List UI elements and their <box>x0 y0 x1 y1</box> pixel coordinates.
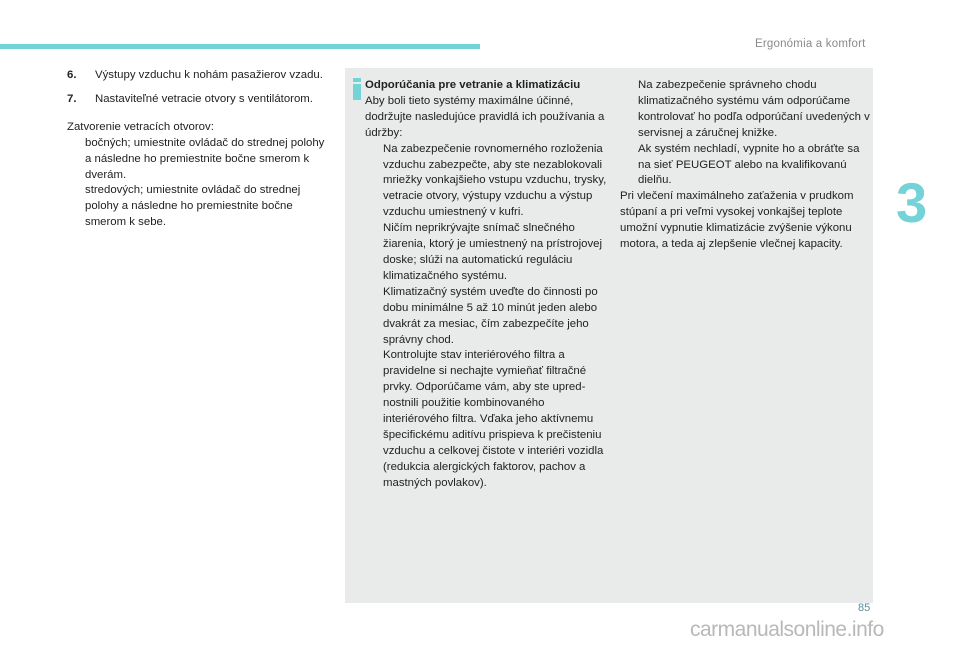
info-icon <box>353 78 361 100</box>
item-text: Výstupy vzduchu k nohám pasažierov vzadu. <box>95 69 323 81</box>
recommendations-left-column <box>365 78 610 492</box>
checkbox-bullet-icon <box>67 183 85 231</box>
page-number: 85 <box>858 602 871 614</box>
list-item: Ak systém nechladí, vypnite ho a obráťte sa na sieť PEUGEOT alebo na kvalifikovanú dielňu. <box>620 142 870 190</box>
list-item: Klimatizačný systém uveďte do činnosti po dobu minimálne 5 až 10 minút jeden alebo dvakrát za mesiac, čím zabezpečíte jeho správny chod. <box>365 285 610 349</box>
numbered-item <box>67 68 327 84</box>
item-number: 7. <box>67 92 77 105</box>
list-item: bočných; umiestnite ovládač do strednej polohy a následne ho premiestnite bočne smerom k dverám. <box>67 136 327 184</box>
checkbox-bullet-icon <box>365 221 383 285</box>
list-item: Ničím neprikrývajte snímač slnečného žiarenia, ktorý je umiestnený na prístrojovej doske; slúži na automatickú reguláciu klimatizačného systému. <box>365 221 610 285</box>
chapter-number: 3 <box>896 171 928 234</box>
watermark: carmanualsonline.info <box>690 618 884 641</box>
checkbox-bullet-icon <box>365 142 383 222</box>
checkbox-bullet-icon <box>620 78 638 142</box>
list-item: Na zabezpečenie rovnomerného rozloženia vzduchu zabezpečte, aby ste nezablokovali mriežky vonkajšieho vstupu vzduchu, trysky, vetracie otvory, výstupy vzduchu a výstup vzduchu umiestnený v kufri. <box>365 142 610 222</box>
recommendations-intro: Aby boli tieto systémy maximálne účinné, dodržujte nasledujúce pravidlá ich používania a údržby: <box>365 94 605 139</box>
item-number: 6. <box>67 69 77 81</box>
numbered-item <box>67 92 327 108</box>
checkbox-bullet-icon <box>620 142 638 190</box>
vent-closing-intro: Zatvorenie vetracích otvorov: <box>67 120 214 133</box>
header-accent-bar <box>0 44 480 49</box>
checkbox-bullet-icon <box>67 136 85 184</box>
recommendations-right-column <box>620 78 870 253</box>
list-item: Na zabezpečenie správneho chodu klimatizačného systému vám odporúčame kontrolovať ho podľa odporúčaní uvedených v servisnej a záručnej knižke. <box>620 78 870 142</box>
towing-note: Pri vlečení maximálneho zaťaženia v prudkom stúpaní a pri veľmi vysokej vonkajšej teplote umožní vypnutie klimatizácie zvýšenie výkonu motora, a teda aj zlepšenie vlečnej kapacity. <box>620 190 854 251</box>
recommendations-heading: Odporúčania pre vetranie a klimatizáciu <box>365 79 581 91</box>
left-column <box>67 68 327 231</box>
checkbox-bullet-icon <box>365 348 383 491</box>
item-text: Nastaviteľné vetracie otvory s ventilátorom. <box>95 92 313 105</box>
checkbox-bullet-icon <box>365 285 383 349</box>
section-title: Ergonómia a komfort <box>755 38 866 50</box>
list-item: stredových; umiestnite ovládač do strednej polohy a následne ho premiestnite bočne smerom k sebe. <box>67 183 327 231</box>
list-item: Kontrolujte stav interiérového filtra a pravidelne si nechajte vymieňať filtračné prvky. Odporúčame vám, aby ste uprednostnili použitie kombinovaného interiérového filtra. Vďaka jeho aktívnemu špecifickému aditívu prispieva k prečisteniu vzduchu a celkovej čistote v interiéri vozidla (redukcia alergických faktorov, pachov a mastných povlakov). <box>365 348 610 491</box>
